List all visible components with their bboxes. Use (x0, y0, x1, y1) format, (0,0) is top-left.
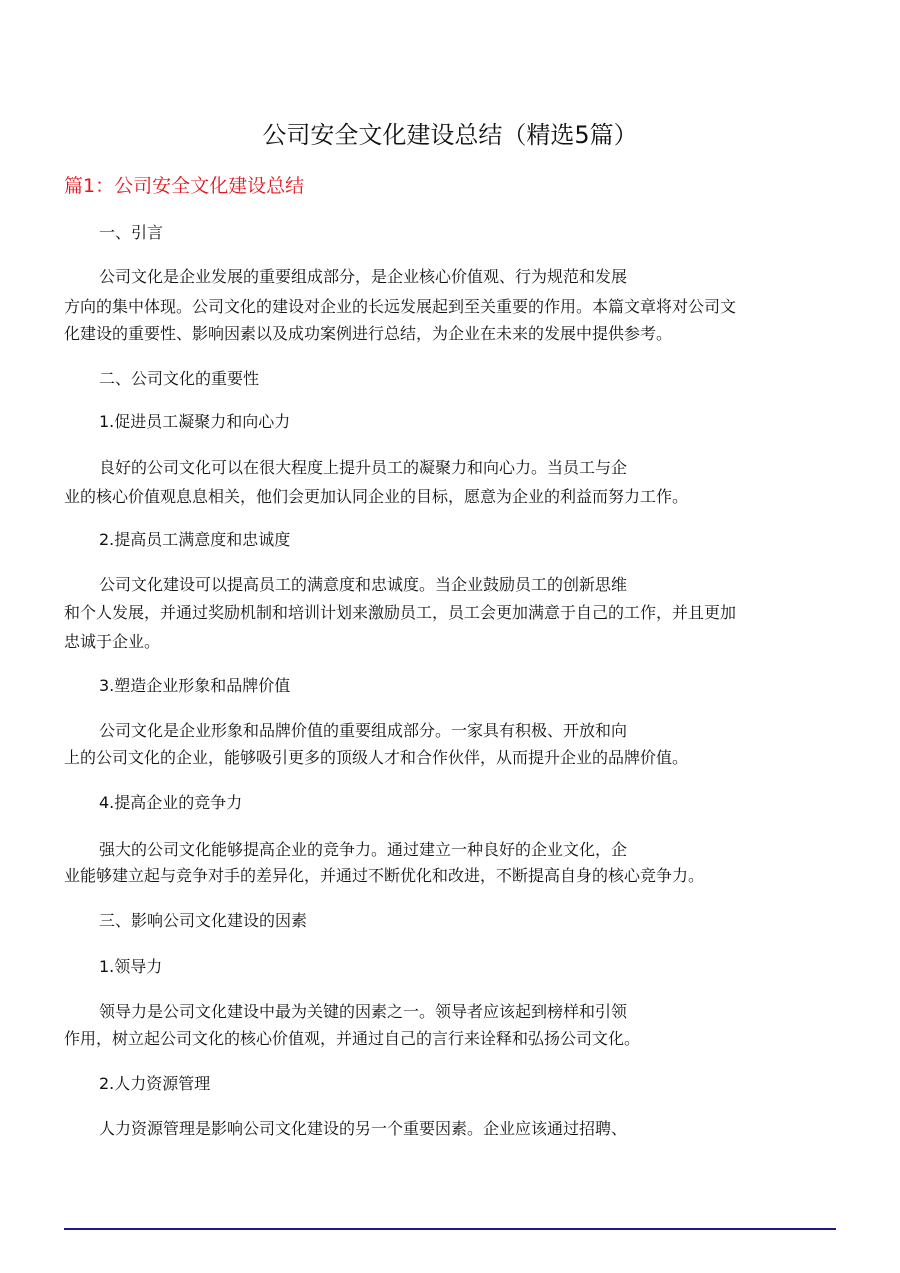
subheading-competitiveness: 4.提高企业的竞争力 (99, 793, 243, 812)
subheading-leadership: 1.领导力 (99, 957, 163, 976)
document-title: 公司安全文化建设总结（精选5篇） (262, 121, 638, 149)
paragraph-line: 忠诚于企业。 (64, 632, 161, 651)
heading-factors: 三、影响公司文化建设的因素 (99, 911, 308, 930)
subheading-hr: 2.人力资源管理 (99, 1074, 211, 1093)
paragraph-line: 化建设的重要性、影响因素以及成功案例进行总结，为企业在未来的发展中提供参考。 (64, 324, 673, 343)
paragraph-line: 业的核心价值观息息相关，他们会更加认同企业的目标，愿意为企业的利益而努力工作。 (64, 487, 689, 506)
paragraph-line: 良好的公司文化可以在很大程度上提升员工的凝聚力和向心力。当员工与企 (99, 458, 628, 477)
paragraph-line: 公司文化是企业形象和品牌价值的重要组成部分。一家具有积极、开放和向 (99, 721, 628, 740)
paragraph-line: 方向的集中体现。公司文化的建设对企业的长远发展起到至关重要的作用。本篇文章将对公司文 (64, 297, 737, 316)
subheading-cohesion: 1.促进员工凝聚力和向心力 (99, 412, 291, 431)
paragraph-line: 上的公司文化的企业，能够吸引更多的顶级人才和合作伙伴，从而提升企业的品牌价值。 (64, 748, 689, 767)
paragraph-line: 人力资源管理是影响公司文化建设的另一个重要因素。企业应该通过招聘、 (99, 1119, 628, 1138)
footer-divider (64, 1228, 836, 1230)
heading-importance: 二、公司文化的重要性 (99, 369, 260, 388)
paragraph-line: 强大的公司文化能够提高企业的竞争力。通过建立一种良好的企业文化，企 (99, 840, 628, 859)
subheading-satisfaction: 2.提高员工满意度和忠诚度 (99, 530, 291, 549)
paragraph-line: 作用，树立起公司文化的核心价值观，并通过自己的言行来诠释和弘扬公司文化。 (64, 1029, 641, 1048)
paragraph-line: 公司文化是企业发展的重要组成部分，是企业核心价值观、行为规范和发展 (99, 267, 628, 286)
paragraph-line: 公司文化建设可以提高员工的满意度和忠诚度。当企业鼓励员工的创新思维 (99, 575, 628, 594)
section-heading: 篇1：公司安全文化建设总结 (64, 175, 305, 197)
paragraph-line: 和个人发展，并通过奖励机制和培训计划来激励员工，员工会更加满意于自己的工作，并且更加 (64, 603, 737, 622)
paragraph-line: 业能够建立起与竞争对手的差异化，并通过不断优化和改进，不断提高自身的核心竞争力。 (64, 866, 705, 885)
subheading-brand: 3.塑造企业形象和品牌价值 (99, 676, 291, 695)
heading-introduction: 一、引言 (99, 223, 164, 242)
paragraph-line: 领导力是公司文化建设中最为关键的因素之一。领导者应该起到榜样和引领 (99, 1002, 628, 1021)
